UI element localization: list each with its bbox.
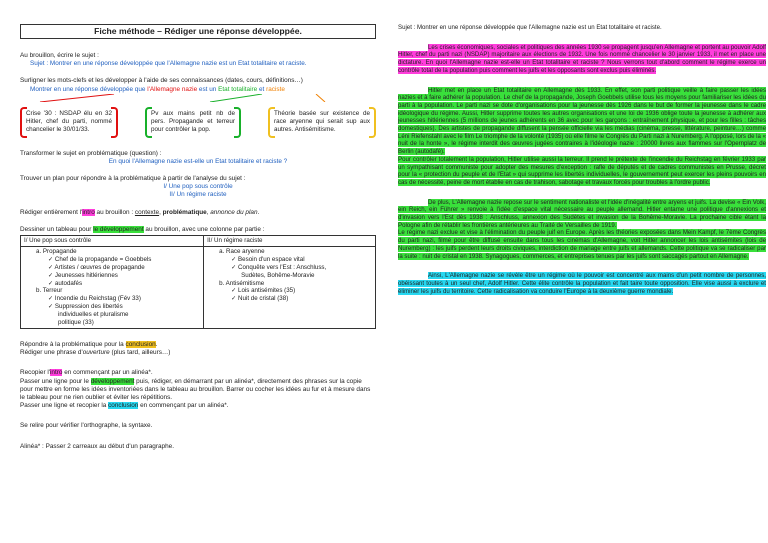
plan-item: b. Terreur (36, 287, 63, 295)
plan-item: ✓ autodafés (48, 279, 83, 287)
plan-item: Sudètes, Bohême-Moravie (241, 271, 315, 279)
answer-part-2b: Le régime nazi exclue et vise à l'élimination du peuple juif en Europe. Après les théories exposées dans Mein Kampf, le 7ème Congrès du parti nazi, filmé pour être diffusé ensuite dans tous les cinémas d'Allemagne, voit Hitler annoncer les lois antisémites (lois de Nuremberg) : les juifs perdent leurs droits civiques, interdiction de mariage entre juifs et allemands. Cette politique va se radicaliser par la suite : nuit de cristal en 1938. Synagogues, commerces, et entreprises tenues par les juifs sont saccagés partout en Allemagne. (398, 229, 766, 260)
step-ouverture: Rédiger une phrase d'ouverture (plus tard, ailleurs…) (20, 349, 171, 357)
plan-part-1: I/ Une pop sous contrôle (163, 183, 233, 191)
model-answer (398, 24, 766, 295)
answer-part-1b: Pour contrôler totalement la population, Hitler utilise aussi la terreur. Il prend le prétexte de l'incendie du Reichstag en février 1933 par un sympathisant communiste pour adopter des mesures d'exception : rafle de députés et de cadres communistes en Prusse, décret pour la « protection du peuple et de l'Etat » qui supprime les libertés individuelles, le gouvernement peut exercer les pleins pouvoirs en cas de nécessité, peine de mort établie en cas de trahison, sabotage et travaux forcés pour troubles à l'ordre public. (398, 155, 766, 186)
step-dessiner: Dessiner un tableau pour le développement au brouillon, avec une colonne par partie : (20, 225, 265, 233)
problematique: En quoi l'Allemagne nazie est-elle un Etat totalitaire et raciste ? (108, 157, 288, 165)
answer-sujet: Sujet : Montrer en une réponse développée que l'Allemagne nazie est un Etat totalitaire et raciste. (398, 24, 662, 31)
table-col-part-1 (21, 246, 204, 328)
plan-item: b. Antisémitisme (219, 279, 265, 287)
table-col-part-2 (204, 246, 376, 328)
plan-item: ✓ Suppression des libertés (48, 303, 123, 311)
step-surligner: Surligner les mots-clefs et les développer à l'aide de ses connaissances (dates, cours, définitions…) (20, 77, 303, 85)
table-head-part-2: II/ Un régime raciste (204, 236, 376, 247)
step-recopier-intro: Recopier l'intro en commençant par un alinéa*. (20, 369, 153, 377)
keyword-arrows (20, 94, 376, 102)
answer-part-1: Hitler met en place un Etat totalitaire en Allemagne dès 1933. En effet, son parti politique veille à faire passer les idées nazies et à faire adhérer la population. Le chef de la propagande, Joseph Goebbels utilise tous les moyens pour familiariser les idées du parti à la population. Le parti nazi se dote d'organisations pour la jeunesse dès 1926 dans le but de former la jeunesse dans le cadre idéologique du régime. Aussi, Hitler supprime toutes les autres organisations et une loi de 1936 oblige toute la jeunesse à adhérer aux jeunesses hitlériennes (5 millions de jeunes adhérents en 36 avec pour les garçons : entraînement physique, et pour les filles : tâches domestiques). Des artistes de propagande diffusent la pensée officielle via les médias (cinéma, presse, littérature, peinture…) comme Léni Riefenstahl avec le film Le triomphe de la volonté (1935) où elle filme le Congrès du Parti nazi à Nuremberg. A l'opposé, lors de la « nuit de la honte », le régime interdit des œuvres jugées contraires à l'idéologie nazie : 20000 livres aux flammes sur l'Opernplatz de Berlin (autodafé). (398, 86, 766, 156)
answer-intro: Les crises économiques, sociales et politiques des années 1930 se propagent jusqu'en Allemagne et portent au pouvoir Adolf Hitler, chef du parti nazi (NSDAP) majoritaire aux élections de 1932. Une fois nommé chancelier le 30 janvier 1933, il met en place une dictature. En quoi l'Allemagne nazie est-elle un Etat totalitaire et raciste ? Nous verrons tout d'abord comment le régime exerce un contrôle total de la population puis comment les juifs et les opposants sont exclus puis éliminés. (398, 43, 766, 74)
plan-item: a. Propagande (36, 247, 77, 255)
plan-part-2: II/ Un régime raciste (169, 191, 227, 199)
step-transformer: Transformer le sujet en problématique (question) : (20, 149, 162, 157)
page-title: Fiche méthode – Rédiger une réponse développée. (20, 24, 376, 39)
step-repondre: Répondre à la problématique pour la conclusion. (20, 341, 158, 349)
plan-item: ✓ Jeunesses hitlériennes (48, 271, 118, 279)
plan-item: ✓ Besoin d'un espace vital (231, 255, 305, 263)
plan-item: ✓ Lois antisémites (35) (231, 287, 296, 295)
plan-item: ✓ Chef de la propagande = Goebbels (48, 255, 152, 263)
plan-item: ✓ Nuit de cristal (38) (231, 295, 289, 303)
plan-table (20, 235, 376, 329)
annotated-sujet: Montrer en une réponse développée que l'Allemagne nazie est un Etat totalitaire et raciste (30, 85, 285, 93)
step-conclusion: Passer une ligne et recopier la conclusion en commençant par un alinéa*. (20, 402, 229, 410)
keyword-allemagne: l'Allemagne nazie (147, 85, 198, 93)
keyword-totalitaire: Etat totalitaire (218, 85, 258, 93)
step-rediger-intro: Rédiger entièrement l'intro au brouillon : contexte, problématique, annonce du plan. (20, 208, 260, 216)
keyword-raciste: raciste (266, 85, 285, 93)
step-relire: Se relire pour vérifier l'orthographe, la syntaxe. (20, 422, 153, 430)
box-totalitaire: Pv aux mains petit nb de pers. Propagande et terreur pour contrôler la pop. (145, 107, 241, 138)
alinea-note: Alinéa* : Passer 2 carreaux au début d'un paragraphe. (20, 442, 174, 450)
answer-part-2: De plus, L'Allemagne nazie repose sur le sentiment nationaliste et l'idée d'inégalité entre aryens et juifs. La devise « Ein Volk, ein Reich, ein Führer » renvoie à l'idée d'espace vital nécessaire au peuple allemand. Hitler entame une politique d'annexions et d'invasion vers l'Est dès 1938 : Anschluss, annexion des Sudètes et invasion de la Bohême-Moravie. La prochaine cible étant la Pologne afin de rétablir les frontières antérieures au Traité de Versailles de 1919. (398, 198, 766, 229)
keyword-boxes (20, 107, 376, 138)
plan-item: individuelles et pluralisme (58, 311, 129, 319)
method-sheet (20, 24, 376, 451)
answer-conclusion: Ainsi, L'Allemagne nazie se révèle être un régime où le pouvoir est concentré aux mains d'un petit nombre de personnes, obéissant toutes à un seul chef, Adolf Hitler. Cette élite contrôle la population et fait taire toute opposition. Elle vise aussi à exclure et éliminer les juifs du territoire. Cette radicalisation va conduire l'Europe à la deuxième guerre mondiale. (398, 272, 766, 295)
plan-item: ✓ Incendie du Reichstag (Fév 33) (48, 295, 141, 303)
plan-item: ✓ Conquête vers l'Est : Anschluss, (231, 263, 327, 271)
step-trouver: Trouver un plan pour répondre à la problématique à partir de l'analyse du sujet : (20, 175, 246, 183)
step-developpement: Passer une ligne pour le développement puis, rédiger, en démarrant par un alinéa*, directement des phrases sur la copie pour mettre en forme les idées inventoriées dans le tableau au brouillon. Barrer ou cocher les idées au fur et à mesure dans le tableau pour ne rien oublier et éviter les répétitions. (20, 377, 371, 402)
box-allemagne: Crise '30 : NSDAP élu en 32 Hitler, chef du parti, nommé chancelier le 30/01/33. (20, 107, 118, 138)
table-head-part-1: I/ Une pop sous contrôle (21, 236, 204, 247)
plan-item: ✓ Artistes / œuvres de propagande (48, 263, 145, 271)
plan-item: politique (33) (58, 319, 94, 327)
step-brouillon: Au brouillon, écrire le sujet : (20, 52, 99, 59)
sujet-line: Sujet : Montrer en une réponse développée que l'Allemagne nazie est un Etat totalitaire et raciste. (30, 60, 307, 68)
box-raciste: Théorie basée sur existence de race aryenne qui serait sup aux autres. Antisémitisme. (268, 107, 376, 138)
plan-item: a. Race aryenne (219, 247, 265, 255)
